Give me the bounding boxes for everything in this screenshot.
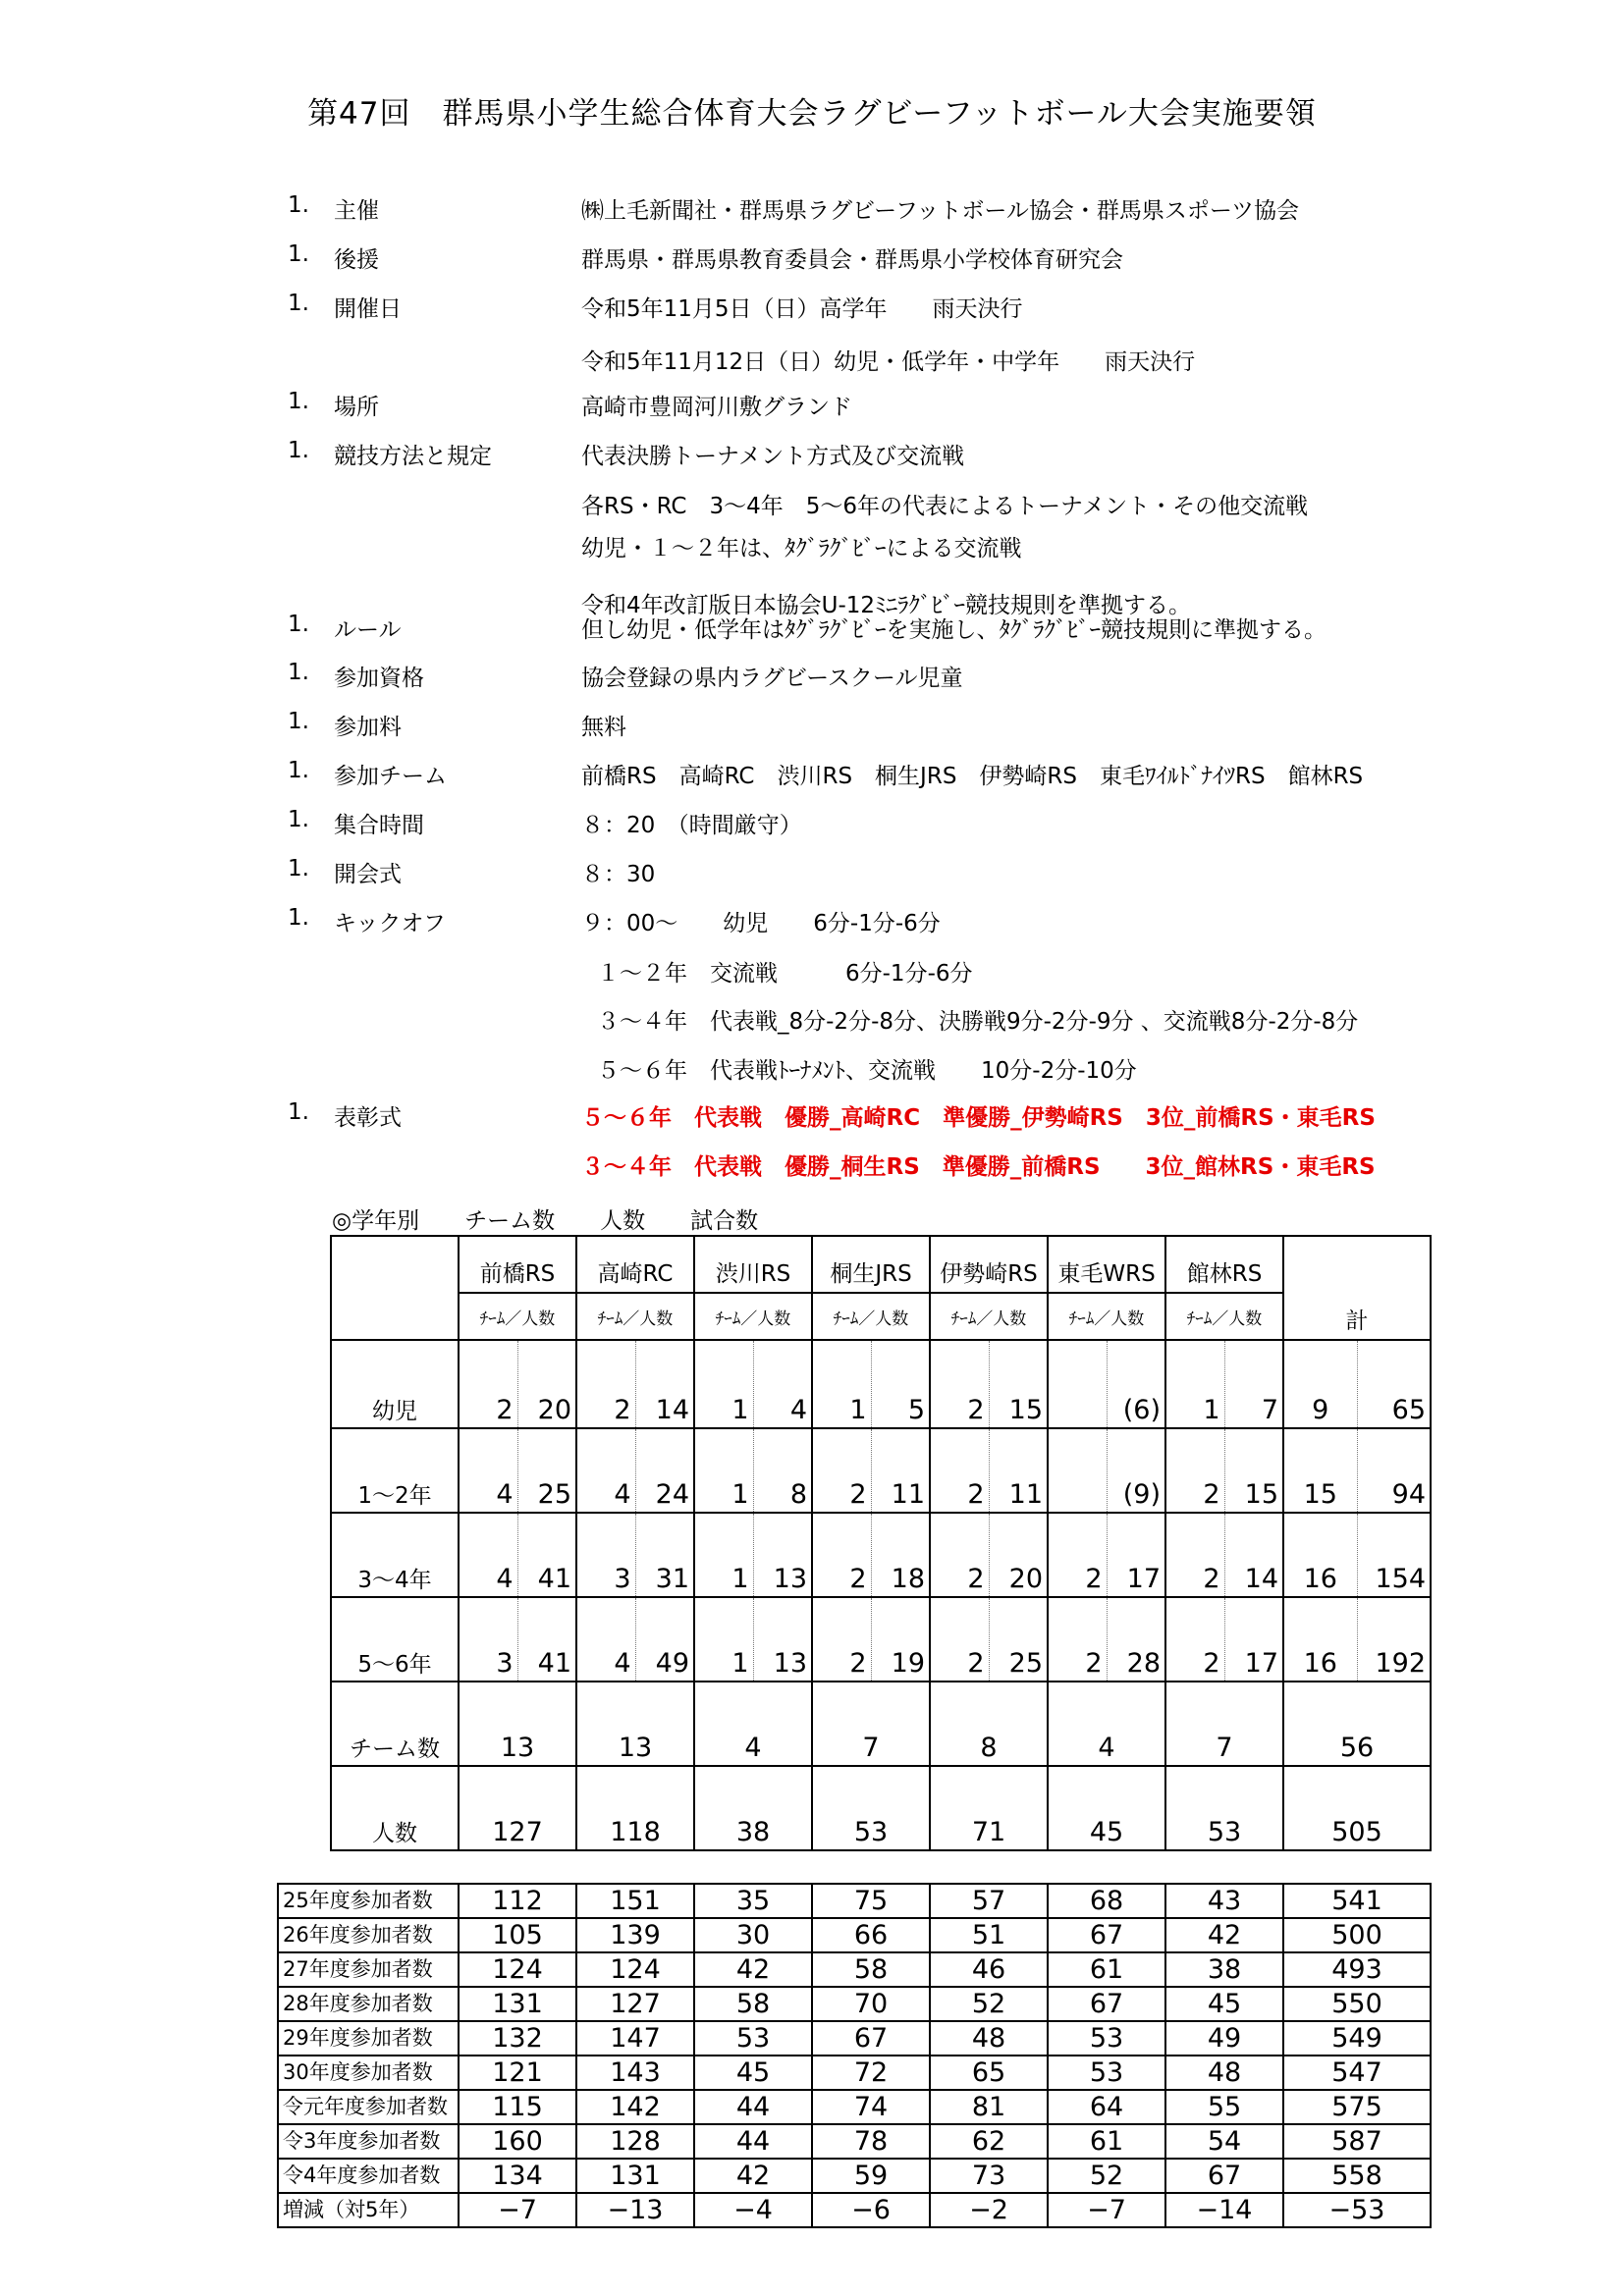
team-count-cell: 2 xyxy=(1048,1597,1107,1682)
team-count-cell: 2 xyxy=(812,1428,871,1513)
item-value: ８：30 xyxy=(581,862,656,887)
corner-cell xyxy=(331,1236,459,1340)
award-line-2: ３～４年 代表戦 優勝_桐生RS 準優勝_前橋RS 3位_館林RS・東毛RS xyxy=(581,1154,1376,1180)
team-count-row-cell: 4 xyxy=(694,1682,812,1766)
team-header: 館林RS xyxy=(1165,1236,1283,1293)
people-count-cell: 7 xyxy=(1224,1340,1283,1428)
history-label: 30年度参加者数 xyxy=(278,2056,459,2090)
outline-item xyxy=(0,291,1624,330)
team-count-row xyxy=(331,1682,1431,1766)
item-label: 集合時間 xyxy=(334,813,424,838)
team-count-row-cell: 7 xyxy=(1165,1682,1283,1766)
people-count-cell: 25 xyxy=(989,1597,1048,1682)
total-teams-cell: 9 xyxy=(1283,1340,1357,1428)
item-number: 1. xyxy=(288,192,309,218)
history-value: 51 xyxy=(930,1918,1048,1952)
history-value: 65 xyxy=(930,2056,1048,2090)
item-number: 1. xyxy=(288,905,309,931)
team-count-cell: 4 xyxy=(576,1597,635,1682)
kickoff-line-4: ５～６年 代表戦ﾄｰﾅﾒﾝﾄ、交流戦 10分-2分-10分 xyxy=(597,1058,1137,1084)
item-number: 1. xyxy=(288,709,309,734)
history-value: 131 xyxy=(576,2159,694,2193)
history-value: 73 xyxy=(930,2159,1048,2193)
history-value: 58 xyxy=(812,1952,930,1987)
total-teams-cell: 16 xyxy=(1283,1513,1357,1597)
item-value: 群馬県・群馬県教育委員会・群馬県小学校体育研究会 xyxy=(581,247,1123,273)
history-value: −53 xyxy=(1283,2193,1431,2227)
total-people-cell: 192 xyxy=(1357,1597,1431,1682)
team-people-header: ﾁｰﾑ／人数 xyxy=(930,1293,1048,1340)
team-count-cell: 2 xyxy=(1165,1428,1224,1513)
history-value: 139 xyxy=(576,1918,694,1952)
team-people-header: ﾁｰﾑ／人数 xyxy=(576,1293,694,1340)
method-line-2: 各RS・RC 3～4年 5～6年の代表によるトーナメント・その他交流戦 xyxy=(581,494,1309,519)
team-count-cell xyxy=(1048,1428,1107,1513)
history-table xyxy=(277,1883,1432,2228)
history-row xyxy=(278,2193,1431,2227)
history-value: 151 xyxy=(576,1884,694,1918)
team-people-header: ﾁｰﾑ／人数 xyxy=(459,1293,576,1340)
history-label: 令元年度参加者数 xyxy=(278,2090,459,2124)
history-value: −4 xyxy=(694,2193,812,2227)
history-row xyxy=(278,1952,1431,1987)
team-header: 東毛WRS xyxy=(1048,1236,1165,1293)
item-value: ９：00～ 幼児 6分-1分-6分 xyxy=(581,911,941,936)
people-count-row-cell: 38 xyxy=(694,1766,812,1850)
team-header: 伊勢崎RS xyxy=(930,1236,1048,1293)
total-teams-cell: 16 xyxy=(1283,1597,1357,1682)
people-count-cell: 4 xyxy=(753,1340,812,1428)
team-count-row-cell: 7 xyxy=(812,1682,930,1766)
page-title: 第47回 群馬県小学生総合体育大会ラグビーフットボール大会実施要領 xyxy=(307,96,1317,132)
team-people-header: ﾁｰﾑ／人数 xyxy=(1165,1293,1283,1340)
history-value: 142 xyxy=(576,2090,694,2124)
history-value: 52 xyxy=(930,1987,1048,2021)
history-label: 増減（対5年） xyxy=(278,2193,459,2227)
people-count-row xyxy=(331,1766,1431,1850)
history-value: 38 xyxy=(1165,1952,1283,1987)
team-count-cell: 2 xyxy=(930,1597,989,1682)
history-value: 59 xyxy=(812,2159,930,2193)
team-count-row-cell: 13 xyxy=(459,1682,576,1766)
kickoff-line-3: ３～４年 代表戦_8分-2分-8分、決勝戦9分-2分-9分 、交流戦8分-2分-8分 xyxy=(597,1009,1359,1035)
history-value: 115 xyxy=(459,2090,576,2124)
item-number: 1. xyxy=(288,291,309,316)
history-value: 134 xyxy=(459,2159,576,2193)
team-count-cell: 2 xyxy=(576,1340,635,1428)
history-label: 令3年度参加者数 xyxy=(278,2124,459,2159)
item-value: ㈱上毛新聞社・群馬県ラグビーフットボール協会・群馬県スポーツ協会 xyxy=(581,198,1299,224)
people-count-cell: 11 xyxy=(989,1428,1048,1513)
history-value: 549 xyxy=(1283,2021,1431,2056)
team-count-cell: 2 xyxy=(930,1428,989,1513)
team-count-cell: 2 xyxy=(1048,1513,1107,1597)
people-count-cell: 31 xyxy=(635,1513,694,1597)
team-count-cell: 3 xyxy=(576,1513,635,1597)
people-count-cell: 5 xyxy=(871,1340,930,1428)
item-label: 開会式 xyxy=(334,862,402,887)
history-value: 75 xyxy=(812,1884,930,1918)
history-value: −14 xyxy=(1165,2193,1283,2227)
history-value: 67 xyxy=(1165,2159,1283,2193)
people-count-cell: 41 xyxy=(517,1513,576,1597)
history-value: 105 xyxy=(459,1918,576,1952)
history-value: 500 xyxy=(1283,1918,1431,1952)
team-count-cell: 1 xyxy=(812,1340,871,1428)
history-row xyxy=(278,2021,1431,2056)
history-row xyxy=(278,1918,1431,1952)
grade-label: 幼児 xyxy=(331,1340,459,1428)
item-number: 1. xyxy=(288,660,309,685)
outline-item xyxy=(0,241,1624,281)
people-count-cell: 14 xyxy=(1224,1513,1283,1597)
history-value: 42 xyxy=(694,1952,812,1987)
history-value: 48 xyxy=(1165,2056,1283,2090)
team-people-header: ﾁｰﾑ／人数 xyxy=(812,1293,930,1340)
people-count-cell: 11 xyxy=(871,1428,930,1513)
history-value: 54 xyxy=(1165,2124,1283,2159)
history-value: 30 xyxy=(694,1918,812,1952)
table-caption: ◎学年別 チーム数 人数 試合数 xyxy=(332,1208,759,1234)
history-value: −2 xyxy=(930,2193,1048,2227)
history-value: 587 xyxy=(1283,2124,1431,2159)
history-value: 67 xyxy=(1048,1987,1165,2021)
item-label: キックオフ xyxy=(334,911,446,936)
history-value: 46 xyxy=(930,1952,1048,1987)
history-value: 58 xyxy=(694,1987,812,2021)
history-row xyxy=(278,1987,1431,2021)
item-label: 開催日 xyxy=(334,296,402,322)
team-count-cell: 2 xyxy=(1165,1513,1224,1597)
people-count-cell: 15 xyxy=(1224,1428,1283,1513)
history-value: 52 xyxy=(1048,2159,1165,2193)
history-value: 35 xyxy=(694,1884,812,1918)
history-value: 45 xyxy=(694,2056,812,2090)
team-count-cell: 2 xyxy=(812,1597,871,1682)
history-value: 42 xyxy=(1165,1918,1283,1952)
grade-label: 1～2年 xyxy=(331,1428,459,1513)
method-line-3: 幼児・１～２年は、ﾀｸﾞﾗｸﾞﾋﾞｰによる交流戦 xyxy=(581,536,1022,561)
history-value: 67 xyxy=(1048,1918,1165,1952)
history-value: 547 xyxy=(1283,2056,1431,2090)
people-count-row-label: 人数 xyxy=(331,1766,459,1850)
history-value: 53 xyxy=(1048,2056,1165,2090)
team-count-cell: 1 xyxy=(1165,1340,1224,1428)
people-count-cell: 49 xyxy=(635,1597,694,1682)
history-value: 78 xyxy=(812,2124,930,2159)
history-row xyxy=(278,2124,1431,2159)
item-number: 1. xyxy=(288,438,309,463)
team-count-cell: 4 xyxy=(576,1428,635,1513)
item-value: 令和5年11月5日（日）高学年 雨天決行 xyxy=(581,296,1023,322)
history-value: 44 xyxy=(694,2124,812,2159)
team-count-row-cell: 13 xyxy=(576,1682,694,1766)
team-count-cell: 2 xyxy=(930,1513,989,1597)
item-value: ８：20 （時間厳守） xyxy=(581,813,802,838)
people-count-cell: (9) xyxy=(1107,1428,1165,1513)
date-line-2: 令和5年11月12日（日）幼児・低学年・中学年 雨天決行 xyxy=(581,349,1196,375)
history-value: 61 xyxy=(1048,2124,1165,2159)
rule-line-1: 令和4年改訂版日本協会U-12ﾐﾆﾗｸﾞﾋﾞｰ競技規則を準拠する。 xyxy=(581,593,1192,618)
people-count-row-cell: 71 xyxy=(930,1766,1048,1850)
team-count-cell xyxy=(1048,1340,1107,1428)
item-number: 1. xyxy=(288,758,309,783)
grade-label: 3～4年 xyxy=(331,1513,459,1597)
team-count-cell: 1 xyxy=(694,1340,753,1428)
outline-item xyxy=(0,438,1624,477)
history-value: 45 xyxy=(1165,1987,1283,2021)
team-count-row-cell: 4 xyxy=(1048,1682,1165,1766)
history-value: 160 xyxy=(459,2124,576,2159)
team-header: 渋川RS xyxy=(694,1236,812,1293)
item-value: 高崎市豊岡河川敷グランド xyxy=(581,395,852,420)
header-row xyxy=(331,1236,1431,1293)
history-value: 541 xyxy=(1283,1884,1431,1918)
team-count-row-label: チーム数 xyxy=(331,1682,459,1766)
item-value: 代表決勝トーナメント方式及び交流戦 xyxy=(581,444,965,469)
history-row xyxy=(278,2090,1431,2124)
people-count-cell: 41 xyxy=(517,1597,576,1682)
total-teams-cell: 15 xyxy=(1283,1428,1357,1513)
people-count-cell: 25 xyxy=(517,1428,576,1513)
history-label: 26年度参加者数 xyxy=(278,1918,459,1952)
people-count-cell: 15 xyxy=(989,1340,1048,1428)
people-count-row-cell: 45 xyxy=(1048,1766,1165,1850)
history-row xyxy=(278,2056,1431,2090)
total-people-cell: 65 xyxy=(1357,1340,1431,1428)
item-value: 但し幼児・低学年はﾀｸﾞﾗｸﾞﾋﾞｰを実施し、ﾀｸﾞﾗｸﾞﾋﾞｰ競技規則に準拠する。 xyxy=(581,617,1326,643)
people-count-cell: 17 xyxy=(1224,1597,1283,1682)
history-value: 147 xyxy=(576,2021,694,2056)
total-people-cell: 154 xyxy=(1357,1513,1431,1597)
people-count-row-cell: 53 xyxy=(1165,1766,1283,1850)
people-count-cell: 18 xyxy=(871,1513,930,1597)
item-label: 後援 xyxy=(334,247,379,273)
item-label: 表彰式 xyxy=(334,1105,402,1131)
history-label: 令4年度参加者数 xyxy=(278,2159,459,2193)
history-value: 558 xyxy=(1283,2159,1431,2193)
history-value: −7 xyxy=(459,2193,576,2227)
history-value: −13 xyxy=(576,2193,694,2227)
item-value: 協会登録の県内ラグビースクール児童 xyxy=(581,666,963,691)
outline-item xyxy=(0,192,1624,232)
item-number: 1. xyxy=(288,1099,309,1125)
people-count-cell: 14 xyxy=(635,1340,694,1428)
item-number: 1. xyxy=(288,389,309,414)
grade-row xyxy=(331,1428,1431,1513)
total-people-cell: 94 xyxy=(1357,1428,1431,1513)
team-people-header: ﾁｰﾑ／人数 xyxy=(1048,1293,1165,1340)
history-value: 121 xyxy=(459,2056,576,2090)
history-value: 67 xyxy=(812,2021,930,2056)
item-label: 主催 xyxy=(334,198,379,224)
history-label: 28年度参加者数 xyxy=(278,1987,459,2021)
history-value: 48 xyxy=(930,2021,1048,2056)
history-label: 29年度参加者数 xyxy=(278,2021,459,2056)
history-value: 53 xyxy=(1048,2021,1165,2056)
history-value: 61 xyxy=(1048,1952,1165,1987)
team-people-header: ﾁｰﾑ／人数 xyxy=(694,1293,812,1340)
people-count-row-cell: 118 xyxy=(576,1766,694,1850)
outline-item xyxy=(0,758,1624,797)
people-count-cell: 24 xyxy=(635,1428,694,1513)
outline-item xyxy=(0,807,1624,846)
people-count-cell: 17 xyxy=(1107,1513,1165,1597)
team-header: 前橋RS xyxy=(459,1236,576,1293)
history-value: 124 xyxy=(459,1952,576,1987)
item-label: 参加チーム xyxy=(334,764,447,789)
item-label: 参加料 xyxy=(334,715,402,740)
history-value: 493 xyxy=(1283,1952,1431,1987)
history-value: 44 xyxy=(694,2090,812,2124)
people-count-cell: 19 xyxy=(871,1597,930,1682)
team-count-cell: 4 xyxy=(459,1513,517,1597)
team-count-cell: 4 xyxy=(459,1428,517,1513)
history-value: 127 xyxy=(576,1987,694,2021)
item-value: 無料 xyxy=(581,715,626,740)
history-row xyxy=(278,2159,1431,2193)
team-count-cell: 3 xyxy=(459,1597,517,1682)
outline-item xyxy=(0,905,1624,944)
team-count-cell: 1 xyxy=(694,1597,753,1682)
item-label: 参加資格 xyxy=(334,666,424,691)
item-label: 競技方法と規定 xyxy=(334,444,492,469)
grade-row xyxy=(331,1597,1431,1682)
grade-row xyxy=(331,1340,1431,1428)
people-count-row-cell: 53 xyxy=(812,1766,930,1850)
history-value: 62 xyxy=(930,2124,1048,2159)
history-label: 27年度参加者数 xyxy=(278,1952,459,1987)
outline-item xyxy=(0,709,1624,748)
history-value: 575 xyxy=(1283,2090,1431,2124)
history-value: 81 xyxy=(930,2090,1048,2124)
grade-table xyxy=(330,1235,1432,1851)
team-header: 高崎RC xyxy=(576,1236,694,1293)
team-count-row-total: 56 xyxy=(1283,1682,1431,1766)
history-value: 70 xyxy=(812,1987,930,2021)
outline-item xyxy=(0,856,1624,895)
people-count-cell: 8 xyxy=(753,1428,812,1513)
people-count-cell: 20 xyxy=(989,1513,1048,1597)
history-value: 68 xyxy=(1048,1884,1165,1918)
subheader-row xyxy=(331,1293,1431,1340)
team-count-cell: 2 xyxy=(459,1340,517,1428)
history-value: 64 xyxy=(1048,2090,1165,2124)
history-value: 74 xyxy=(812,2090,930,2124)
history-value: 66 xyxy=(812,1918,930,1952)
history-value: 124 xyxy=(576,1952,694,1987)
history-value: −7 xyxy=(1048,2193,1165,2227)
item-label: ルール xyxy=(334,617,402,643)
team-count-cell: 2 xyxy=(1165,1597,1224,1682)
team-header: 桐生JRS xyxy=(812,1236,930,1293)
history-value: −6 xyxy=(812,2193,930,2227)
history-value: 53 xyxy=(694,2021,812,2056)
total-header: 計 xyxy=(1283,1236,1431,1340)
people-count-cell: 13 xyxy=(753,1513,812,1597)
history-value: 143 xyxy=(576,2056,694,2090)
grade-row xyxy=(331,1513,1431,1597)
history-value: 550 xyxy=(1283,1987,1431,2021)
history-label: 25年度参加者数 xyxy=(278,1884,459,1918)
item-number: 1. xyxy=(288,856,309,881)
people-count-cell: 20 xyxy=(517,1340,576,1428)
team-count-cell: 1 xyxy=(694,1513,753,1597)
outline-item xyxy=(0,389,1624,428)
outline-item xyxy=(0,1099,1624,1139)
item-number: 1. xyxy=(288,612,309,637)
people-count-row-cell: 127 xyxy=(459,1766,576,1850)
team-count-cell: 2 xyxy=(930,1340,989,1428)
history-value: 128 xyxy=(576,2124,694,2159)
history-value: 72 xyxy=(812,2056,930,2090)
item-number: 1. xyxy=(288,807,309,832)
history-value: 42 xyxy=(694,2159,812,2193)
history-value: 43 xyxy=(1165,1884,1283,1918)
history-value: 132 xyxy=(459,2021,576,2056)
people-count-row-total: 505 xyxy=(1283,1766,1431,1850)
people-count-cell: 13 xyxy=(753,1597,812,1682)
kickoff-line-2: １～２年 交流戦 6分-1分-6分 xyxy=(597,961,973,987)
history-value: 49 xyxy=(1165,2021,1283,2056)
history-value: 112 xyxy=(459,1884,576,1918)
history-row xyxy=(278,1884,1431,1918)
people-count-cell: (6) xyxy=(1107,1340,1165,1428)
history-value: 57 xyxy=(930,1884,1048,1918)
item-number: 1. xyxy=(288,241,309,267)
team-count-cell: 2 xyxy=(812,1513,871,1597)
people-count-cell: 28 xyxy=(1107,1597,1165,1682)
history-value: 55 xyxy=(1165,2090,1283,2124)
outline-item xyxy=(0,660,1624,699)
item-label: 場所 xyxy=(334,395,379,420)
team-count-row-cell: 8 xyxy=(930,1682,1048,1766)
team-count-cell: 1 xyxy=(694,1428,753,1513)
item-value: 前橋RS 高崎RC 渋川RS 桐生JRS 伊勢崎RS 東毛ﾜｲﾙﾄﾞﾅｲﾂRS 館林RS xyxy=(581,764,1364,789)
history-value: 131 xyxy=(459,1987,576,2021)
grade-label: 5～6年 xyxy=(331,1597,459,1682)
item-value: ５～６年 代表戦 優勝_高崎RC 準優勝_伊勢崎RS 3位_前橋RS・東毛RS xyxy=(581,1105,1376,1131)
